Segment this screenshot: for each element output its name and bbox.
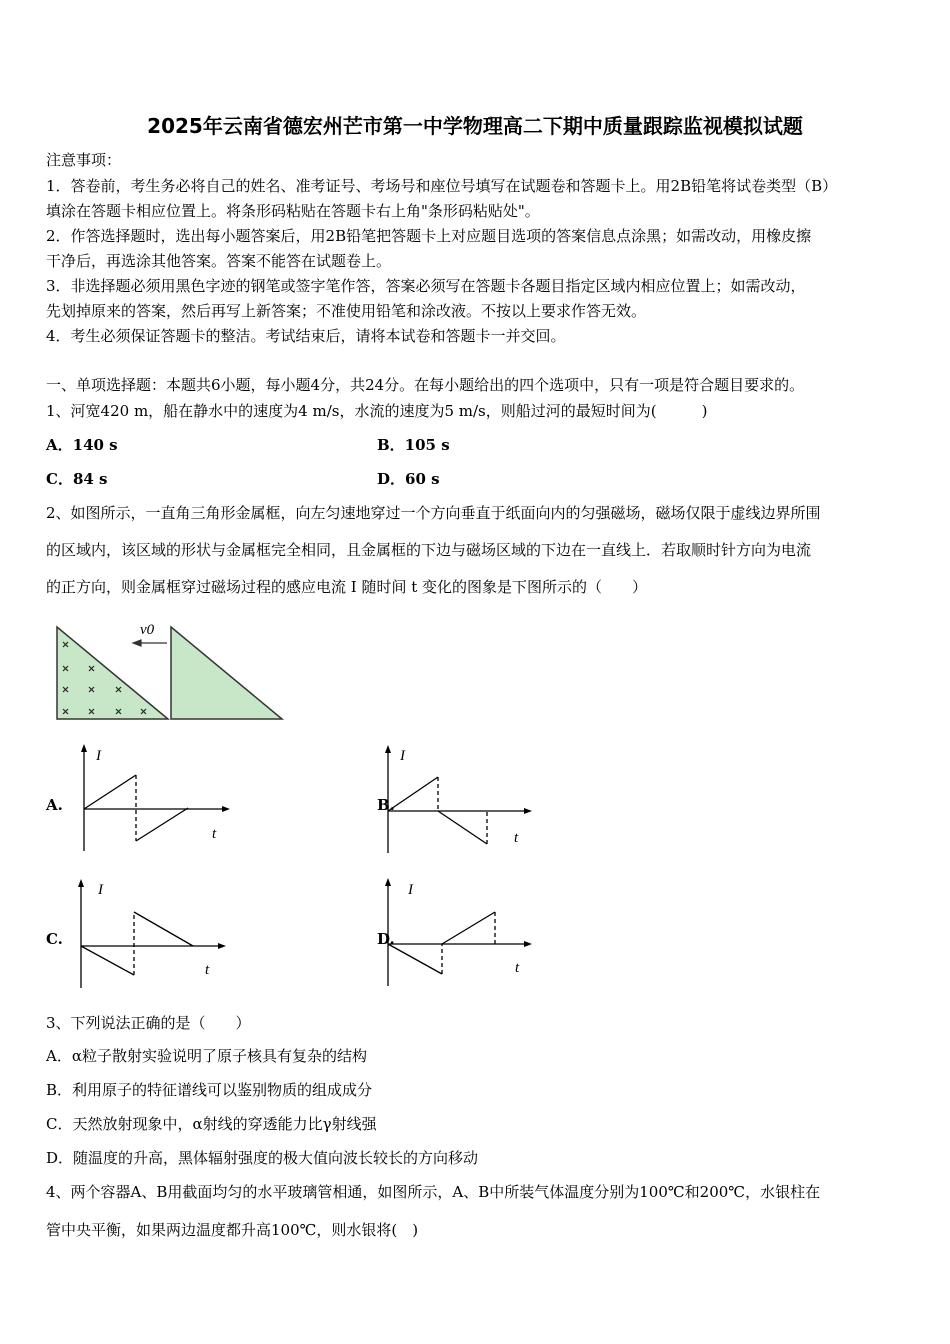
notice-line: 填涂在答题卡相应位置上。将条形码粘贴在答题卡右上角"条形码粘贴处"。 bbox=[46, 202, 540, 220]
section-heading: 一、单项选择题：本题共6小题，每小题4分，共24分。在每小题给出的四个选项中，只有一项是符合题目要求的。 bbox=[46, 376, 805, 394]
q1-option-c: C．84 s bbox=[46, 470, 108, 488]
q3-option-b: B．利用原子的特征谱线可以鉴别物质的组成成分 bbox=[46, 1081, 373, 1099]
q2-option-b: B. bbox=[377, 796, 395, 814]
graph-b-x-label: t bbox=[514, 830, 519, 846]
q1-option-d: D．60 s bbox=[377, 470, 440, 488]
q4-stem: 管中央平衡，如果两边温度都升高100℃，则水银将( ) bbox=[46, 1221, 419, 1239]
graph-b-y-label: I bbox=[400, 748, 405, 764]
notice-heading: 注意事项： bbox=[46, 151, 122, 169]
q1-stem: 1、河宽420 m，船在静水中的速度为4 m/s，水流的速度为5 m/s，则船过河的最短时间为( ) bbox=[46, 402, 708, 420]
metal-frame-triangle bbox=[171, 627, 282, 719]
q2-stem: 的区域内，该区域的形状与金属框完全相同，且金属框的下边与磁场区域的下边在一直线上．若取顺时针方向为电流 bbox=[46, 541, 812, 559]
q1-option-b: B．105 s bbox=[377, 436, 450, 454]
q3-option-a: A．α粒子散射实验说明了原子核具有复杂的结构 bbox=[46, 1047, 367, 1065]
q4-stem: 4、两个容器A、B用截面均匀的水平玻璃管相通，如图所示，A、B中所装气体温度分别为100℃和200℃，水银柱在 bbox=[46, 1183, 821, 1201]
magnetic-field-region bbox=[57, 627, 168, 719]
graph-d-y-label: I bbox=[408, 882, 413, 898]
graph-a-x-label: t bbox=[212, 826, 217, 842]
notice-line: 4．考生必须保证答题卡的整洁。考试结束后，请将本试卷和答题卡一并交回。 bbox=[46, 327, 566, 345]
notice-line: 3．非选择题必须用黑色字迹的钢笔或签字笔作答，答案必须写在答题卡各题目指定区域内相应位置上；如需改动， bbox=[46, 277, 806, 295]
q2-stem: 2、如图所示，一直角三角形金属框，向左匀速地穿过一个方向垂直于纸面向内的匀强磁场，磁场仅限于虚线边界所围 bbox=[46, 504, 821, 522]
q3-stem: 3、下列说法正确的是（ ） bbox=[46, 1014, 251, 1032]
graph-a-y-label: I bbox=[96, 748, 101, 764]
q3-option-d: D．随温度的升高，黑体辐射强度的极大值向波长较长的方向移动 bbox=[46, 1149, 479, 1167]
q2-stem: 的正方向，则金属框穿过磁场过程的感应电流 I 随时间 t 变化的图象是下图所示的（ ） bbox=[46, 578, 648, 596]
q1-option-a: A．140 s bbox=[46, 436, 118, 454]
notice-line: 先划掉原来的答案，然后再写上新答案；不准使用铅笔和涂改液。不按以上要求作答无效。 bbox=[46, 302, 647, 320]
velocity-label: v0 bbox=[140, 622, 155, 638]
q2-option-d: D. bbox=[377, 930, 395, 948]
notice-line: 1．答卷前，考生务必将自己的姓名、准考证号、考场号和座位号填写在试题卷和答题卡上。用2B铅笔将试卷类型（B） bbox=[46, 177, 838, 195]
q3-option-c: C．天然放射现象中，α射线的穿透能力比γ射线强 bbox=[46, 1115, 377, 1133]
page-title: 2025年云南省德宏州芒市第一中学物理高二下期中质量跟踪监视模拟试题 bbox=[147, 114, 803, 138]
graph-c-y-label: I bbox=[98, 882, 103, 898]
graph-d-x-label: t bbox=[515, 960, 520, 976]
notice-line: 干净后，再选涂其他答案。答案不能答在试题卷上。 bbox=[46, 252, 392, 270]
q2-option-c: C. bbox=[46, 930, 63, 948]
velocity-arrow bbox=[133, 640, 167, 646]
q2-option-a: A. bbox=[46, 796, 63, 814]
notice-line: 2．作答选择题时，选出每小题答案后，用2B铅笔把答题卡上对应题目选项的答案信息点涂黑；如需改动，用橡皮擦 bbox=[46, 227, 812, 245]
graph-a bbox=[84, 748, 226, 851]
graph-b bbox=[388, 749, 528, 853]
graph-c-x-label: t bbox=[205, 962, 210, 978]
